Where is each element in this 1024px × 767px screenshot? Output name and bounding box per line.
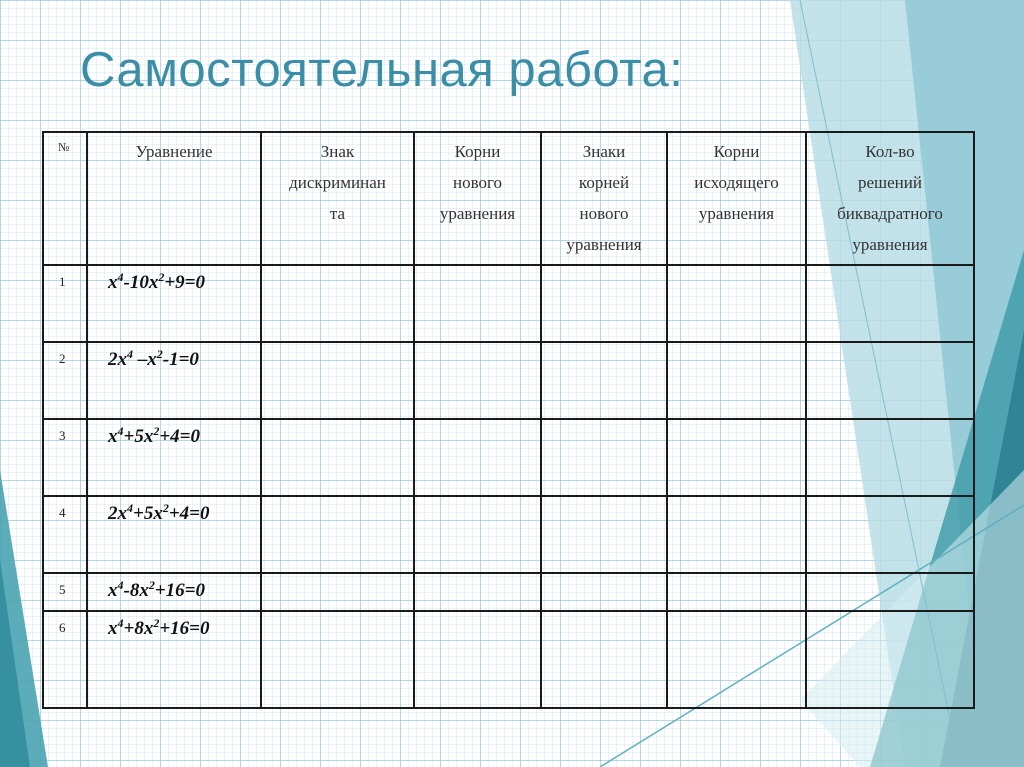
- header-root-signs: Знаки корней нового уравнения: [541, 132, 667, 265]
- answer-cell-root-signs[interactable]: [541, 573, 667, 611]
- header-number: №: [43, 132, 87, 265]
- answer-cell-root-signs[interactable]: [541, 419, 667, 496]
- answer-cell-new-roots[interactable]: [414, 265, 541, 342]
- answer-cell-discriminant[interactable]: [261, 265, 414, 342]
- answer-cell-solution-count[interactable]: [806, 265, 974, 342]
- row-number: 1: [43, 265, 87, 342]
- row-number: 5: [43, 573, 87, 611]
- row-number: 2: [43, 342, 87, 419]
- answer-cell-solution-count[interactable]: [806, 611, 974, 708]
- answer-cell-original-roots[interactable]: [667, 611, 806, 708]
- answer-cell-original-roots[interactable]: [667, 496, 806, 573]
- table-row: [43, 611, 974, 708]
- table-row: [43, 342, 974, 419]
- answer-cell-solution-count[interactable]: [806, 342, 974, 419]
- table-row: [43, 265, 974, 342]
- answer-cell-new-roots[interactable]: [414, 573, 541, 611]
- row-number: 6: [43, 611, 87, 708]
- slide-title: Самостоятельная работа:: [80, 43, 684, 97]
- answer-cell-solution-count[interactable]: [806, 496, 974, 573]
- answer-cell-discriminant[interactable]: [261, 342, 414, 419]
- answer-cell-root-signs[interactable]: [541, 496, 667, 573]
- answer-cell-original-roots[interactable]: [667, 419, 806, 496]
- answer-cell-discriminant[interactable]: [261, 419, 414, 496]
- answer-cell-new-roots[interactable]: [414, 611, 541, 708]
- answer-cell-solution-count[interactable]: [806, 573, 974, 611]
- answer-cell-discriminant[interactable]: [261, 496, 414, 573]
- row-number: 3: [43, 419, 87, 496]
- answer-cell-new-roots[interactable]: [414, 419, 541, 496]
- answer-cell-root-signs[interactable]: [541, 611, 667, 708]
- table-row: [43, 496, 974, 573]
- answer-cell-discriminant[interactable]: [261, 611, 414, 708]
- answer-cell-root-signs[interactable]: [541, 342, 667, 419]
- worksheet: [42, 131, 975, 709]
- answer-cell-solution-count[interactable]: [806, 419, 974, 496]
- answer-cell-original-roots[interactable]: [667, 265, 806, 342]
- equation-cell: $2x^4$ $-x^2-1=0$: [87, 342, 261, 419]
- header-discriminant-sign: Знак дискриминан та: [261, 132, 414, 265]
- work-table: [42, 131, 975, 709]
- answer-cell-original-roots[interactable]: [667, 573, 806, 611]
- row-number: 4: [43, 496, 87, 573]
- table-row: [43, 573, 974, 611]
- answer-cell-root-signs[interactable]: [541, 265, 667, 342]
- header-solution-count: Кол-во решений биквадратного уравнения: [806, 132, 974, 265]
- equation-cell: $x^4-10x^2+9=0$: [87, 265, 261, 342]
- equation-cell: $x^4-8x^2+16=0$: [87, 573, 261, 611]
- equation-cell: $x^4+8x^2+16=0$: [87, 611, 261, 708]
- equation-cell: $2x^4+5x^2+4=0$: [87, 496, 261, 573]
- answer-cell-original-roots[interactable]: [667, 342, 806, 419]
- equation-cell: $x^4+5x^2+4=0$: [87, 419, 261, 496]
- answer-cell-new-roots[interactable]: [414, 496, 541, 573]
- table-row: [43, 419, 974, 496]
- header-new-roots: Корни нового уравнения: [414, 132, 541, 265]
- answer-cell-discriminant[interactable]: [261, 573, 414, 611]
- answer-cell-new-roots[interactable]: [414, 342, 541, 419]
- header-original-roots: Корни исходящего уравнения: [667, 132, 806, 265]
- header-equation: Уравнение: [87, 132, 261, 265]
- header-row: [43, 132, 974, 265]
